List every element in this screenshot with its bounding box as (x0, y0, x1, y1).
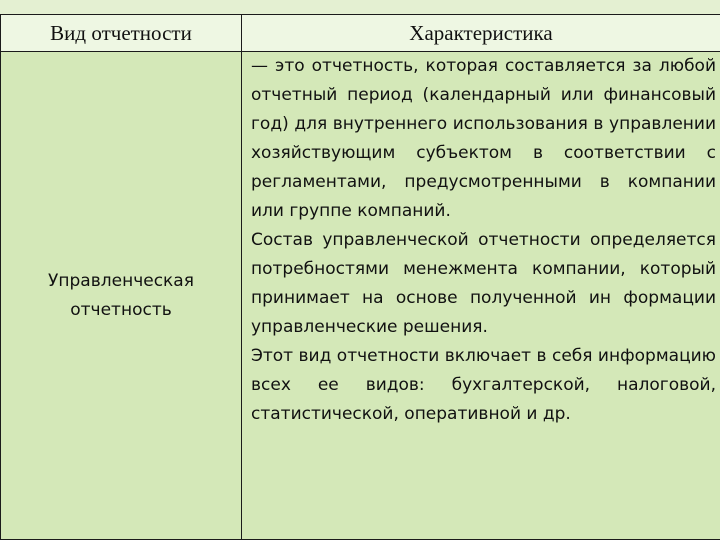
header-report-type: Вид отчетности (1, 15, 242, 52)
characteristic-paragraph: Этот вид отчетности включает в себя информацию всех ее видов: бухгалтерской, налоговой, статистической, оперативной и др. (251, 346, 716, 424)
table-row (1, 52, 720, 540)
characteristic-cell (242, 52, 720, 540)
report-type-label: Управленческая отчетность (48, 270, 194, 320)
characteristic-paragraph: Состав управленческой отчетности определяется потребностями менежмента компании, который принимает на основе полученной ин формации управленческие решения. (251, 230, 716, 337)
header-characteristic: Характеристика (242, 15, 720, 52)
report-type-cell (1, 52, 242, 540)
reporting-table (0, 14, 720, 540)
characteristic-text (242, 52, 720, 429)
characteristic-paragraph: — это отчетность, которая составляется за любой отчетный период (календарный или финансовый год) для внутреннего использования в управлении хозяйствующим субъектом в соответствии с регламентами, предусмотренными в компании или группе компаний. (251, 56, 716, 221)
table-header-row (1, 15, 720, 52)
